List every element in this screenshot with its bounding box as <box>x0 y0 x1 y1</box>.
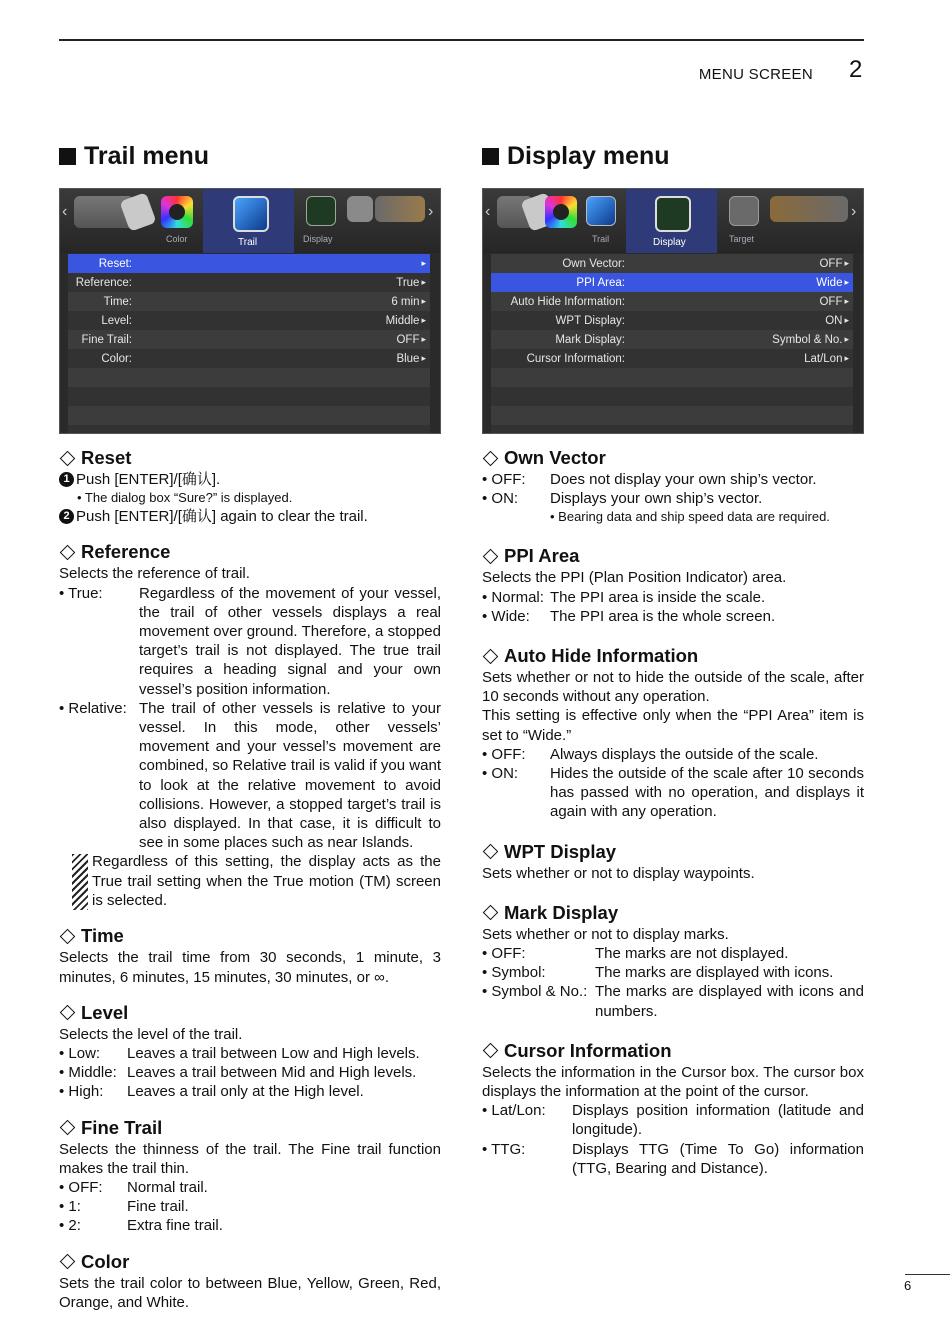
ppi-area-desc: Selects the PPI (Plan Position Indicator) area. <box>482 569 787 587</box>
setting-key: Auto Hide Information: <box>510 295 625 308</box>
reference-relative <box>59 699 441 853</box>
cursor-section <box>482 1039 864 1178</box>
item-text: Does not display your own ship’s vector. <box>550 471 817 488</box>
time-desc: Selects the trail time from 30 seconds, 1 minute, 3 minutes, 6 minutes, 15 minutes, 30 minutes, or ∞. <box>59 949 441 986</box>
wpt-section <box>482 840 864 883</box>
setting-value: OFF ▸ <box>819 296 849 308</box>
chevron-left-icon: ‹ <box>485 203 491 220</box>
wpt-heading <box>482 840 864 864</box>
empty-row <box>491 368 853 387</box>
radar-display-icon <box>306 196 336 226</box>
item-text: Always displays the outside of the scale. <box>550 745 819 763</box>
setting-row-auto-hide[interactable] <box>491 292 853 311</box>
item-text: Displays position information (latitude and longitude). <box>572 1102 864 1139</box>
menu-icon-bar <box>60 189 440 253</box>
diamond-icon <box>483 549 499 565</box>
running-title: MENU SCREEN <box>698 66 813 83</box>
reset-section <box>59 446 441 526</box>
item-text: The trail of other vessels is relative to your vessel. In this mode, other vessels’ movement and your vessel’s movement are combined, so Relative trail is valid if you want to look at the relative movement to avoid collisions. However, a stopped target’s trail is also displayed. In that case, it is difficult to see in some places such as near Islands. <box>139 699 441 852</box>
auto-hide-desc-2: This setting is effective only when the “PPI Area” item is set to “Wide.” <box>482 707 864 744</box>
item-text: Displays your own ship’s vector. <box>550 490 763 508</box>
setting-value: Middle ▸ <box>386 315 426 327</box>
top-rule <box>59 39 864 41</box>
display-settings-list <box>491 254 853 434</box>
item-label: • OFF: <box>482 471 526 488</box>
chapter-number: 2 <box>849 56 863 83</box>
auto-hide-heading <box>482 644 864 668</box>
item-label: • TTG: <box>482 1140 526 1158</box>
own-vector-section <box>482 446 864 526</box>
item-label: • Normal: <box>482 588 544 606</box>
level-heading <box>59 1001 441 1025</box>
level-item <box>59 1044 441 1063</box>
tab-trail-label: Trail <box>592 234 610 244</box>
page-number-rule <box>905 1274 950 1275</box>
setting-value: OFF ▸ <box>396 334 426 346</box>
tab-display-label: Display <box>303 234 333 244</box>
setting-row-time[interactable] <box>68 292 430 311</box>
setting-key: Cursor Information: <box>526 352 625 365</box>
reset-heading <box>59 446 441 470</box>
empty-row <box>68 406 430 425</box>
target-icon <box>729 196 759 226</box>
chevron-left-icon: ‹ <box>62 203 68 220</box>
display-menu-title: Display menu <box>507 141 670 170</box>
step-1-note: • The dialog box “Sure?” is displayed. <box>77 490 293 506</box>
color-desc: Sets the trail color to between Blue, Yellow, Green, Red, Orange, and White. <box>59 1274 441 1311</box>
display-menu-heading <box>482 140 864 172</box>
tab-target-label: Target <box>729 234 755 244</box>
fine-trail-desc: Selects the thinness of the trail. The Fine trail function makes the trail thin. <box>59 1140 441 1177</box>
item-text: Hides the outside of the scale after 10 seconds has passed with no operation, and displays it again with any operation. <box>550 765 864 821</box>
setting-value: 6 min ▸ <box>391 296 426 308</box>
trail-menu-title: Trail menu <box>84 141 210 170</box>
diamond-icon <box>60 450 76 466</box>
setting-row-wpt-display[interactable] <box>491 311 853 330</box>
fine-trail-heading <box>59 1116 441 1140</box>
level-item <box>59 1082 441 1101</box>
item-text: Leaves a trail between Mid and High levels. <box>127 1064 417 1082</box>
setting-row-color[interactable] <box>68 349 430 368</box>
setting-row-ppi-area[interactable] <box>491 273 853 292</box>
square-bullet-icon <box>482 148 499 165</box>
setting-key: WPT Display: <box>555 314 625 327</box>
setting-key: Mark Display: <box>555 333 625 346</box>
cursor-desc: Selects the information in the Cursor box. The cursor box displays the information at the point of the cursor. <box>482 1063 864 1101</box>
step-2 <box>59 507 441 526</box>
setting-value: ON ▸ <box>825 315 849 327</box>
item-label: • OFF: <box>482 945 526 963</box>
empty-row <box>68 387 430 406</box>
level-section <box>59 1001 441 1102</box>
diamond-icon <box>60 1254 76 1270</box>
setting-value: Lat/Lon ▸ <box>804 353 849 365</box>
item-label: • True: <box>59 584 103 602</box>
mark-title: Mark Display <box>504 901 619 923</box>
display-menu-column <box>482 140 864 1178</box>
diamond-icon <box>483 648 499 664</box>
step-number-2-icon: 2 <box>59 509 74 524</box>
trail-menu-screenshot <box>59 188 441 434</box>
cursor-title: Cursor Information <box>504 1039 672 1061</box>
item-text: Fine trail. <box>127 1198 189 1216</box>
item-label: • 2: <box>59 1217 81 1235</box>
item-label: • 1: <box>59 1198 81 1216</box>
setting-key: Color: <box>101 352 132 365</box>
item-label: • Low: <box>59 1045 101 1063</box>
reference-true <box>59 584 441 699</box>
setting-key: Time: <box>103 295 132 308</box>
note-text: Regardless of this setting, the display acts as the True trail setting when the True motion (TM) screen is selected. <box>92 853 441 909</box>
ppi-area-item <box>482 607 864 626</box>
setting-key: Own Vector: <box>562 257 625 270</box>
menu-icon-bar <box>483 189 863 253</box>
color-title: Color <box>81 1250 130 1272</box>
setting-value <box>421 258 426 269</box>
setting-key: Reset: <box>98 257 132 270</box>
ppi-area-title: PPI Area <box>504 545 580 567</box>
page-number: 6 <box>904 1278 912 1293</box>
color-wheel-icon <box>161 196 193 228</box>
item-text: The marks are displayed with icons. <box>595 964 834 982</box>
auto-hide-desc-1: Sets whether or not to hide the outside of the scale, after 10 seconds without any operation. <box>482 669 864 706</box>
setting-value: Symbol & No. ▸ <box>772 334 849 346</box>
empty-row <box>68 425 430 434</box>
note-hatch-icon <box>72 854 88 910</box>
time-heading <box>59 924 441 948</box>
setting-row-reset[interactable] <box>68 254 430 273</box>
item-label: • Symbol & No.: <box>482 983 588 1001</box>
step-number-1-icon: 1 <box>59 472 74 487</box>
item-label: • Symbol: <box>482 964 546 982</box>
item-text: Leaves a trail between Low and High levels. <box>127 1045 420 1063</box>
diamond-icon <box>483 844 499 860</box>
more-icons <box>375 196 425 222</box>
empty-row <box>491 387 853 406</box>
trail-icon <box>586 196 616 226</box>
reference-note <box>59 852 441 910</box>
step-1-text: Push [ENTER]/[确认]. <box>76 471 221 488</box>
item-text: Displays TTG (Time To Go) information (TTG, Bearing and Distance). <box>572 1140 864 1177</box>
item-text: The PPI area is inside the scale. <box>550 588 766 606</box>
auto-hide-title: Auto Hide Information <box>504 645 699 667</box>
own-vector-title: Own Vector <box>504 447 606 468</box>
fine-trail-item <box>59 1178 441 1197</box>
item-label: • OFF: <box>59 1179 103 1197</box>
diamond-icon <box>60 1005 76 1021</box>
mark-desc: Sets whether or not to display marks. <box>482 925 729 943</box>
item-label: • Relative: <box>59 699 127 717</box>
ppi-area-heading <box>482 544 864 568</box>
setting-value: Wide ▸ <box>816 277 849 289</box>
auto-hide-item <box>482 764 864 822</box>
level-item <box>59 1063 441 1082</box>
square-bullet-icon <box>59 148 76 165</box>
item-label: • High: <box>59 1083 104 1101</box>
setting-key: Fine Trail: <box>81 333 132 346</box>
mark-item <box>482 982 864 1020</box>
display-menu-screenshot <box>482 188 864 434</box>
item-label: • Middle: <box>59 1064 117 1082</box>
empty-row <box>491 406 853 425</box>
setting-row-cursor-info[interactable] <box>491 349 853 368</box>
own-vector-heading <box>482 446 864 470</box>
time-title: Time <box>81 925 124 947</box>
diamond-icon <box>60 929 76 945</box>
time-section <box>59 924 441 986</box>
fine-trail-section <box>59 1116 441 1236</box>
setting-row-level[interactable] <box>68 311 430 330</box>
item-text: Normal trail. <box>127 1179 208 1197</box>
own-vector-note: • Bearing data and ship speed data are required. <box>550 509 830 525</box>
reset-title: Reset <box>81 447 132 468</box>
color-section <box>59 1250 441 1312</box>
reference-heading <box>59 540 441 564</box>
auto-hide-item <box>482 745 864 764</box>
reference-section <box>59 540 441 910</box>
item-text: The marks are displayed with icons and numbers. <box>595 983 864 1020</box>
setting-key: Level: <box>101 314 132 327</box>
diamond-icon <box>60 1120 76 1136</box>
diamond-icon <box>60 545 76 561</box>
diamond-icon <box>483 1043 499 1059</box>
item-text: Leaves a trail only at the High level. <box>127 1083 364 1101</box>
trail-menu-heading <box>59 140 441 172</box>
tab-trail-label: Trail <box>238 237 258 248</box>
empty-row <box>491 425 853 434</box>
setting-value: OFF ▸ <box>819 258 849 270</box>
fine-trail-item <box>59 1197 441 1216</box>
wpt-desc: Sets whether or not to display waypoints. <box>482 864 755 882</box>
radar-display-icon <box>655 196 691 232</box>
item-label: • Wide: <box>482 607 530 625</box>
color-wheel-icon <box>545 196 577 228</box>
chevron-right-icon: › <box>428 203 434 220</box>
fine-trail-title: Fine Trail <box>81 1116 163 1138</box>
step-2-text: Push [ENTER]/[确认] again to clear the trail. <box>76 508 368 526</box>
setting-row-reference[interactable] <box>68 273 430 292</box>
mark-item <box>482 944 864 963</box>
setting-row-fine-trail[interactable] <box>68 330 430 349</box>
reference-title: Reference <box>81 541 171 563</box>
trail-settings-list <box>68 254 430 434</box>
setting-value: Blue ▸ <box>396 353 426 365</box>
mark-item <box>482 963 864 982</box>
cursor-item <box>482 1101 864 1139</box>
item-text: Extra fine trail. <box>127 1217 223 1235</box>
reference-desc: Selects the reference of trail. <box>59 565 250 583</box>
ppi-area-item <box>482 588 864 607</box>
item-label: • ON: <box>482 490 519 508</box>
more-icons <box>770 196 848 222</box>
setting-row-mark-display[interactable] <box>491 330 853 349</box>
item-label: • OFF: <box>482 745 526 763</box>
item-text: The PPI area is the whole screen. <box>550 607 776 625</box>
fine-trail-item <box>59 1216 441 1235</box>
step-1 <box>59 470 441 489</box>
setting-value: True ▸ <box>396 277 426 289</box>
diamond-icon <box>483 905 499 921</box>
cursor-heading <box>482 1039 864 1063</box>
item-text: Regardless of the movement of your vessel, the trail of other vessels displays a real movement over ground. Therefore, a stopped target’s trail is not displayed. The true trail requires a heading signal and your own vessel’s position information. <box>139 584 441 698</box>
level-title: Level <box>81 1001 129 1023</box>
wpt-title: WPT Display <box>504 840 617 862</box>
mark-heading <box>482 901 864 925</box>
cursor-item <box>482 1140 864 1178</box>
item-label: • Lat/Lon: <box>482 1102 546 1120</box>
target-icon <box>347 196 373 222</box>
ppi-area-section <box>482 544 864 626</box>
item-text: The marks are not displayed. <box>595 945 789 963</box>
level-desc: Selects the level of the trail. <box>59 1025 243 1043</box>
trail-menu-column <box>59 140 441 1312</box>
empty-row <box>68 368 430 387</box>
tab-display-label: Display <box>653 237 686 248</box>
setting-row-own-vector[interactable] <box>491 254 853 273</box>
mark-section <box>482 901 864 1021</box>
own-vector-item <box>482 489 864 508</box>
color-heading <box>59 1250 441 1274</box>
chevron-right-icon: › <box>851 203 857 220</box>
item-label: • ON: <box>482 765 519 783</box>
diamond-icon <box>483 450 499 466</box>
own-vector-item <box>482 470 864 489</box>
setting-key: Reference: <box>75 276 132 289</box>
trail-icon <box>233 196 269 232</box>
tab-color-label: Color <box>166 234 188 244</box>
setting-key: PPI Area: <box>576 276 625 289</box>
auto-hide-section <box>482 644 864 822</box>
